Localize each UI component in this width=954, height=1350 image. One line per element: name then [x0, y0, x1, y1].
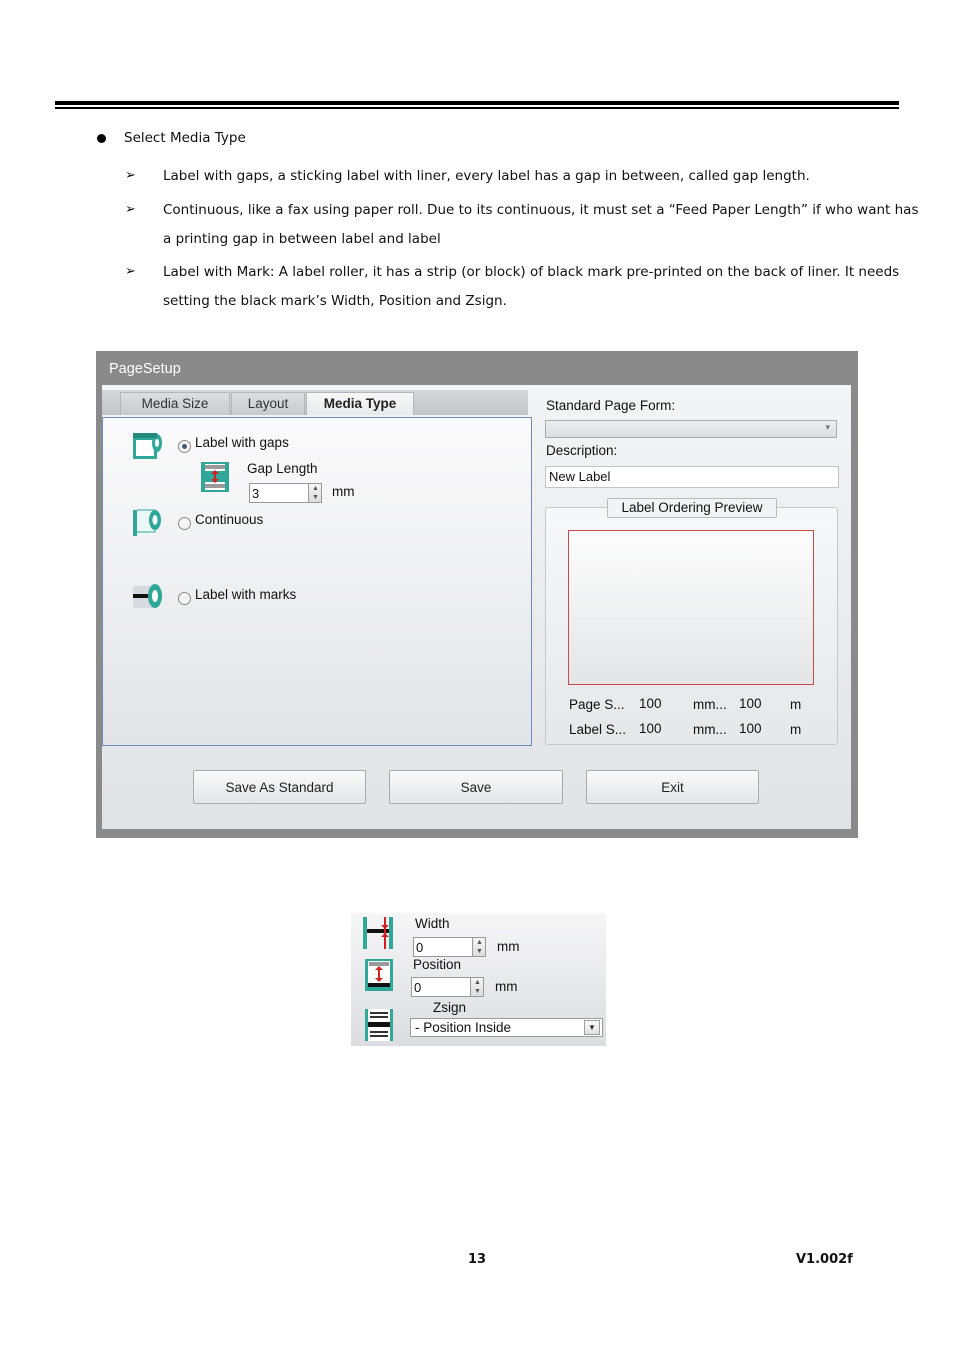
gap-length-input[interactable]: 3: [249, 483, 309, 503]
zsign-label: Zsign: [433, 1000, 467, 1015]
version-label: V1.002f: [796, 1252, 853, 1267]
exit-button[interactable]: Exit: [586, 770, 759, 804]
section-title: Select Media Type: [124, 130, 246, 146]
radio-continuous[interactable]: [178, 517, 191, 530]
standard-page-form-combo[interactable]: [545, 420, 837, 438]
mark-width-input[interactable]: 0: [413, 937, 473, 957]
label-width-value: 100: [639, 721, 662, 736]
label-preview-box: [568, 530, 814, 685]
continuous-label: Continuous: [195, 512, 264, 527]
item-mark-text: Label with Mark: A label roller, it has a strip (or block) of black mark pre-printed on the back of liner. It needs: [163, 264, 900, 280]
tab-layout[interactable]: Layout: [231, 392, 305, 415]
zsign-icon: [363, 1007, 395, 1043]
tab-media-size[interactable]: Media Size: [120, 392, 230, 415]
mark-position-icon: [363, 957, 395, 993]
label-roll-marks-icon: [131, 580, 165, 612]
pagesetup-dialog: [96, 351, 858, 838]
save-as-standard-button[interactable]: Save As Standard: [193, 770, 366, 804]
description-input[interactable]: New Label: [545, 466, 839, 488]
spin-up-icon: ▲: [312, 485, 319, 492]
arrow-bullet-icon: ➢: [125, 264, 136, 279]
arrow-bullet-icon: ➢: [125, 202, 136, 217]
header-rule-thick: [55, 101, 899, 105]
spin-up-icon: ▲: [476, 939, 483, 946]
tab-media-type[interactable]: Media Type: [306, 392, 414, 415]
page-height-value: 100: [739, 696, 762, 711]
save-button[interactable]: Save: [389, 770, 563, 804]
preview-group-title: Label Ordering Preview: [607, 498, 777, 518]
label-height-unit: m: [790, 722, 802, 737]
label-roll-gaps-icon: [131, 431, 163, 461]
page-size-label: Page S...: [569, 697, 625, 712]
zsign-select-value: - Position Inside: [415, 1020, 512, 1035]
chevron-down-icon: ▾: [825, 422, 830, 432]
mark-position-input[interactable]: 0: [411, 977, 471, 997]
mark-position-label: Position: [413, 957, 462, 972]
zsign-select[interactable]: [410, 1018, 603, 1037]
mark-width-spinner[interactable]: [472, 937, 486, 957]
spin-up-icon: ▲: [474, 979, 481, 986]
media-type-panel: [102, 417, 532, 746]
gap-length-icon: [199, 460, 231, 494]
label-size-label: Label S...: [569, 722, 627, 737]
header-rule-thin: [55, 107, 899, 109]
tab-strip: [102, 390, 528, 415]
item-continuous-text: Continuous, like a fax using paper roll. Due to its continuous, it must set a “Feed Paper Length” if who want has: [163, 202, 919, 218]
item-gaps-text: Label with gaps, a sticking label with liner, every label has a gap in between, called gap length.: [163, 168, 810, 184]
page-width-unit: mm...: [693, 697, 727, 712]
gap-length-spinner[interactable]: [308, 483, 322, 503]
mark-position-unit: mm: [495, 979, 518, 994]
radio-label-with-gaps[interactable]: [178, 440, 191, 453]
label-with-gaps-label: Label with gaps: [195, 435, 289, 450]
label-height-value: 100: [739, 721, 762, 736]
label-width-unit: mm...: [693, 722, 727, 737]
dialog-title: PageSetup: [109, 361, 181, 377]
item-continuous-text-2: a printing gap in between label and label: [163, 231, 441, 247]
mark-width-label: Width: [415, 916, 450, 931]
description-label: Description:: [546, 443, 618, 458]
page-height-unit: m: [790, 697, 802, 712]
gap-unit-label: mm: [332, 484, 355, 499]
mark-width-unit: mm: [497, 939, 520, 954]
label-with-marks-label: Label with marks: [195, 587, 297, 602]
marks-settings-panel: [351, 913, 606, 1046]
arrow-bullet-icon: ➢: [125, 168, 136, 183]
mark-width-icon: [361, 915, 395, 951]
spin-down-icon: ▼: [312, 494, 319, 501]
spin-down-icon: ▼: [476, 948, 483, 955]
bullet-dot: [97, 134, 106, 143]
mark-position-spinner[interactable]: [470, 977, 484, 997]
spin-down-icon: ▼: [474, 988, 481, 995]
item-mark-text-2: setting the black mark’s Width, Position and Zsign.: [163, 293, 507, 309]
standard-page-form-label: Standard Page Form:: [546, 398, 676, 413]
chevron-down-icon[interactable]: ▼: [584, 1020, 600, 1035]
gap-length-label: Gap Length: [247, 461, 318, 476]
radio-label-with-marks[interactable]: [178, 592, 191, 605]
page-number: 13: [468, 1252, 487, 1267]
page-width-value: 100: [639, 696, 662, 711]
continuous-roll-icon: [131, 506, 163, 538]
